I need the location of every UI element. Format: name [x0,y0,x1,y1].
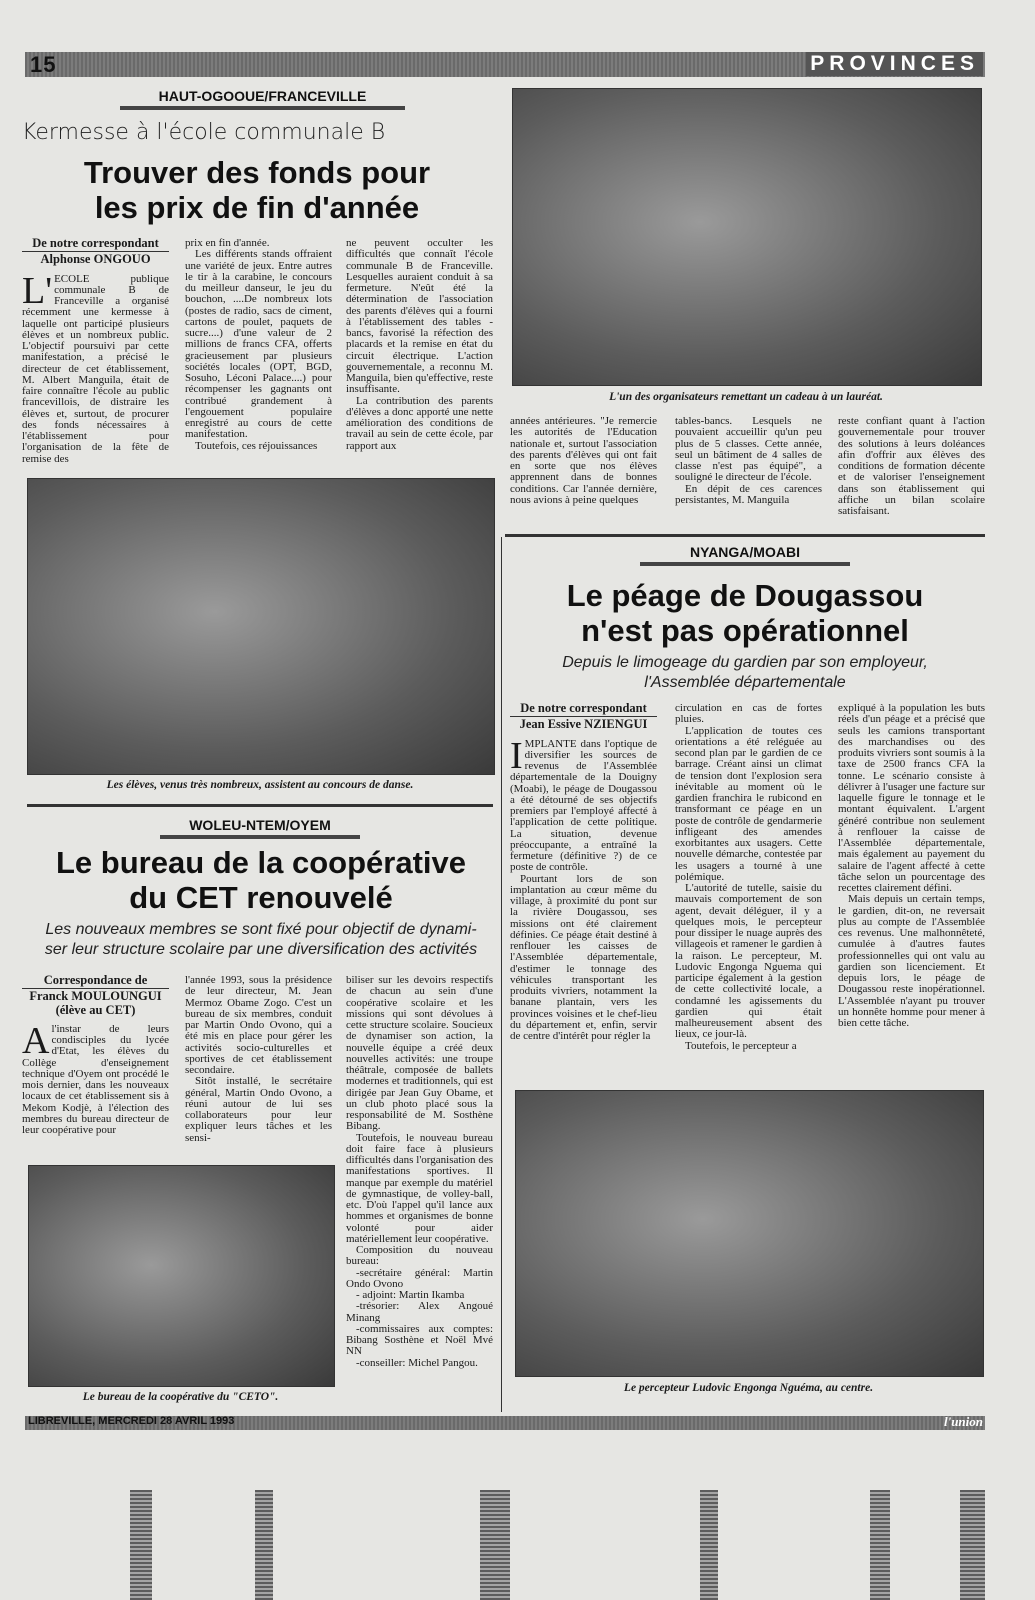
section-rule [160,835,360,839]
article-subheadline [505,653,985,693]
paragraph: -conseiller: Michel Pangou. [356,1356,478,1369]
paragraph: circulation en cas de fortes pluies. [675,702,822,726]
article-column [346,238,493,452]
headline-line: du CET renouvelé [129,880,393,915]
headline-line: les prix de fin d'année [94,190,420,225]
paragraph: Toutefois, ces réjouissances [195,439,318,452]
article-headline [505,578,985,648]
article-subheadline [22,920,500,960]
paragraph: Les différents stands offraient une variété de jeux. Entre autres le tir à la carabine, le concours du meilleur danseur, le jeu du bouchon, ....De nombreux lots (postes de radio, sacs de ciment, cartons de poulet, paquets de sucre....) d'une valeur de 2 millions de francs CFA, offerts gracieusement par plusieurs sociétés locales (OPT, BGD, Sosuho, Léconi Palace....) pour récompenser les gagnants ont contribué grandement à l'engouement populaire enregistré au cours de cette manifestation. [185,248,332,441]
section-label-oyem: WOLEU-NTEM/OYEM [189,817,331,833]
paragraph: Composition du nouveau bureau: [346,1244,493,1268]
photo-prize-giving [512,88,982,386]
paragraph: reste confiant quant à l'action gouvernementale pour trouver des solutions à leurs doléances afin d'offrir aux élèves des conditions de formation décente et de valoriser l'enseignement dans son établissement qui affiche un bilan scolaire satisfaisant. [838,415,985,517]
article-column [22,975,169,1136]
scan-artifact [480,1490,510,1600]
subheadline-line: Depuis le limogeage du gardien par son employeur, [562,654,928,671]
article-column [510,416,657,506]
paragraph: Toutefois, le percepteur a [685,1039,797,1052]
section-label-franceville: HAUT-OGOOUE/FRANCEVILLE [158,88,367,104]
headline-line: Le bureau de la coopérative [55,845,467,880]
article-column [185,238,332,452]
paragraph: - adjoint: Martin Ikamba [356,1289,465,1301]
paragraph: L'autorité de tutelle, saisie du mauvais comportement de son agent, devait déléguer, il y a quelques mois, le percepteur pour dissiper le nuage auprès des villageois et ramener le gardien à la raison. Le percepteur, M. Ludovic Engonga Nguema qui participe également à la gestion de cette collectivité locale, a condamné les agissements du gardien qui était malheureusement absent des lieux, ce jour-là. [675,882,822,1041]
article-kicker: Kermesse à l'école communale B [22,120,386,145]
paragraph: l'année 1993, sous la présidence de leur directeur, M. Jean Mermoz Obame Zogo. C'est un bureau de six membres, conduit par Martin Ondo Ovono, qui a été mis en place pour gérer les activités socio-culturelles et sportives de cet établissement secondaire. [185,974,332,1076]
byline-label: Correspondance de [22,975,169,989]
paragraph: IMPLANTE dans l'optique de diversifier les sources de revenus de l'Assemblée départementale de la Douigny (Moabi), le péage de Dougassou a été détourné de ses objectifs premiers par l'employé affecté à l'application de cette politique. La situation, devenue préoccupante, a entraîné la fermeture (définitive ?) de ce poste de contrôle. [510,734,657,874]
divider [27,804,493,807]
photo-students [27,478,495,775]
section-label-moabi: NYANGA/MOABI [690,544,800,560]
paragraph: tables-bancs. Lesquels ne pouvaient accueillir qu'un peu plus de 5 classes. Cette année, seul un bâtiment de 4 salles de classe n'est pas équipé", a souligné le directeur de l'école. [675,415,822,484]
scan-artifact [130,1490,152,1600]
paragraph: -secrétaire général: Martin Ondo Ovono [346,1266,493,1290]
paragraph: La contribution des parents d'élèves a donc apporté une nette amélioration des conditions de travail au sein de cette école, par rapport aux [346,394,493,452]
photo-caption: L'un des organisateurs remettant un cadeau à un lauréat. [609,391,883,403]
article-column [675,416,822,506]
photo-cooperative-bureau [28,1165,335,1387]
paragraph: ne peuvent occulter les difficultés que connaît l'école communale B de Franceville. Lesquelles auraient conduit à sa fermeture. N'eût été la détermination de l'association des parents d'élèves qui a fourni à l'établissement des tables -bancs, favorisé la réfection des placards et la remise en état du circuit électrique. L'action gouvernementale, a reconnu M. Manguila, bien qu'effective, reste insuffisante. [346,237,493,396]
paragraph: L'ECOLE publique communale B de Franceville a organisé récemment une kermesse à laquelle ont participé plusieurs élèves et un nombreux public. L'objectif poursuivi par cette manifestation, a précisé le directeur de cet établissement, M. Albert Manguila, était de faire connaître l'école au public francevillois, de distraire les élèves et, surtout, de procurer des fonds nécessaires à l'établissement pour l'organisation de la fête de remise des [22,269,169,465]
headline-line: Le péage de Dougassou [566,578,924,613]
article-column [185,975,332,1144]
byline-name: Jean Essive NZIENGUI [519,717,648,732]
article-column [22,238,169,465]
paragraph: -trésorier: Alex Angoué Minang [346,1300,493,1324]
byline-note: (élève au CET) [55,1002,136,1017]
photo-toll-collector [515,1090,984,1377]
paragraph: Mais depuis un certain temps, le gardien, dit-on, ne reversait plus au compte de l'Assemblée ces revenus. Une malhonnêteté, cumulée à d'autres fautes professionnelles qui ont valu au gardien son licenciement. Et depuis lors, le péage de Dougassou reste inopérationnel. L'Assemblée n'ayant pu trouver un honnête homme pour mener à bien cette tâche. [838,893,985,1029]
subheadline-line: l'Assemblée départementale [644,674,846,691]
scan-artifact [960,1490,985,1600]
article-column [838,703,985,1029]
paragraph: biliser sur les devoirs respectifs de chacun au sein d'une coopérative scolaire et les missions qui sont dévolues à cette structure scolaire. Soucieux de dynamiser son action, la nouvelle équipe a créé deux nouvelles activités: une troupe théâtrale, composée de ballets modernes et traditionnels, qui est dirigée par Jean Guy Obame, et un club photo placé sous la responsabilité de M. Sosthène Bibang. [346,974,493,1133]
byline-label: De notre correspondant [22,238,169,252]
subheadline-line: Les nouveaux membres se sont fixé pour objectif de dynami- [45,921,477,938]
paragraph: Sitôt installé, le secrétaire général, Martin Ondo Ovono, a réuni autour de lui ses collaborateurs pour leur expliquer leurs tâches et les sensi- [185,1075,332,1144]
photo-caption: Le bureau de la coopérative du "CETO". [82,1391,279,1403]
paragraph: Al'instar de leurs condisciples du lycée d'Etat, les élèves du Collège d'enseignement technique d'Oyem ont procédé le mois dernier, dans les nouveaux locaux de cet établissement sis à Mekom Kodjè, à l'élection des membres du bureau directeur de leur coopérative pour [22,1019,169,1136]
paragraph: L'application de toutes ces orientations a été reléguée au second plan par le gardien de ce barrage. Créant ainsi un climat de tension dont l'explosion sera inévitable au moment où le gardien franchira le rubicond en transformant ce péage en un poste de contrôle de gendarmerie infligeant des amendes exorbitantes aux usagers. Cette nouvelle démarche, contestée par les usagers a tourné à une polémique. [675,724,822,883]
paragraph: années antérieures. "Je remercie les autorités de l'Education nationale et, surtout l'association des parents d'élèves qui ont fait en sorte que nos élèves apprennent dans de bonnes conditions. Car l'année dernière, nous avions à peine quelques [510,415,657,506]
dateline: LIBREVILLE, MERCREDI 28 AVRIL 1993 [28,1415,235,1427]
article-column [510,703,657,1042]
divider [505,534,985,537]
paragraph: prix en fin d'année. [185,237,270,249]
paragraph: Toutefois, le nouveau bureau doit faire face à plusieurs difficultés dans l'organisation des manifestations sportives. Il manque par exemple du matériel de gymnastique, de volley-ball, etc. D'où l'appel qu'il lance aux hommes et organismes de bonne volonté pour aider matériellement leur coopérative. [346,1131,493,1245]
paragraph: expliqué à la population les buts réels d'un péage et a précisé que seuls les camions transportant des marchandises ou des produits vivriers sont soumis à la taxe de 2500 francs CFA la tonne. Le scénario consiste à délivrer à l'usager une facture sur laquelle figure le tonnage et le montant équivalent. L'argent généré contribue non seulement à renflouer la caisse de l'Assemblée départementale, mais également au payement du salaire de l'agent affecté à cette tâche selon un pourcentage des recettes clairement défini. [838,702,985,894]
section-rule [640,562,850,566]
byline-name: Franck MOULOUNGUI [29,989,162,1004]
photo-caption: Les élèves, venus très nombreux, assistent au concours de danse. [106,779,414,791]
subheadline-line: ser leur structure scolaire par une diversification des activités [44,941,478,958]
page-number: 15 [30,52,57,77]
headline-line: n'est pas opérationnel [581,613,909,648]
masthead: l'union [943,1414,983,1429]
byline-label: De notre correspondant [510,703,657,717]
paragraph: -commissaires aux comptes: Bibang Sosthène et Noël Mvé NN [346,1322,493,1358]
scan-artifact [700,1490,718,1600]
headline-line: Trouver des fonds pour [83,155,431,190]
column-rule [501,537,502,1412]
scan-artifact [870,1490,890,1600]
scan-artifact [255,1490,273,1600]
section-rule [120,106,405,110]
paragraph: En dépit de ces carences persistantes, M. Manguila [675,482,822,506]
article-column [346,975,493,1369]
article-column [675,703,822,1052]
paragraph: Pourtant lors de son implantation au cœur même du village, à proximité du pont sur la rivière Dougassou, ses missions ont été clairement définies. Ce péage était destiné à renflouer les caisses de l'Assemblée départementale, d'estimer le tonnage des véhicules transportant les produits vivriers, notamment la banane plantain, vers les provinces voisines et le chef-lieu du département et, enfin, servir de centre d'intérêt pour régler la [510,872,657,1042]
byline-name: Alphonse ONGOUO [40,252,151,267]
article-headline [22,155,492,225]
article-headline [22,845,500,915]
section-title: PROVINCES [806,52,983,76]
article-column [838,416,985,517]
photo-caption: Le percepteur Ludovic Engonga Nguéma, au centre. [623,1382,874,1394]
